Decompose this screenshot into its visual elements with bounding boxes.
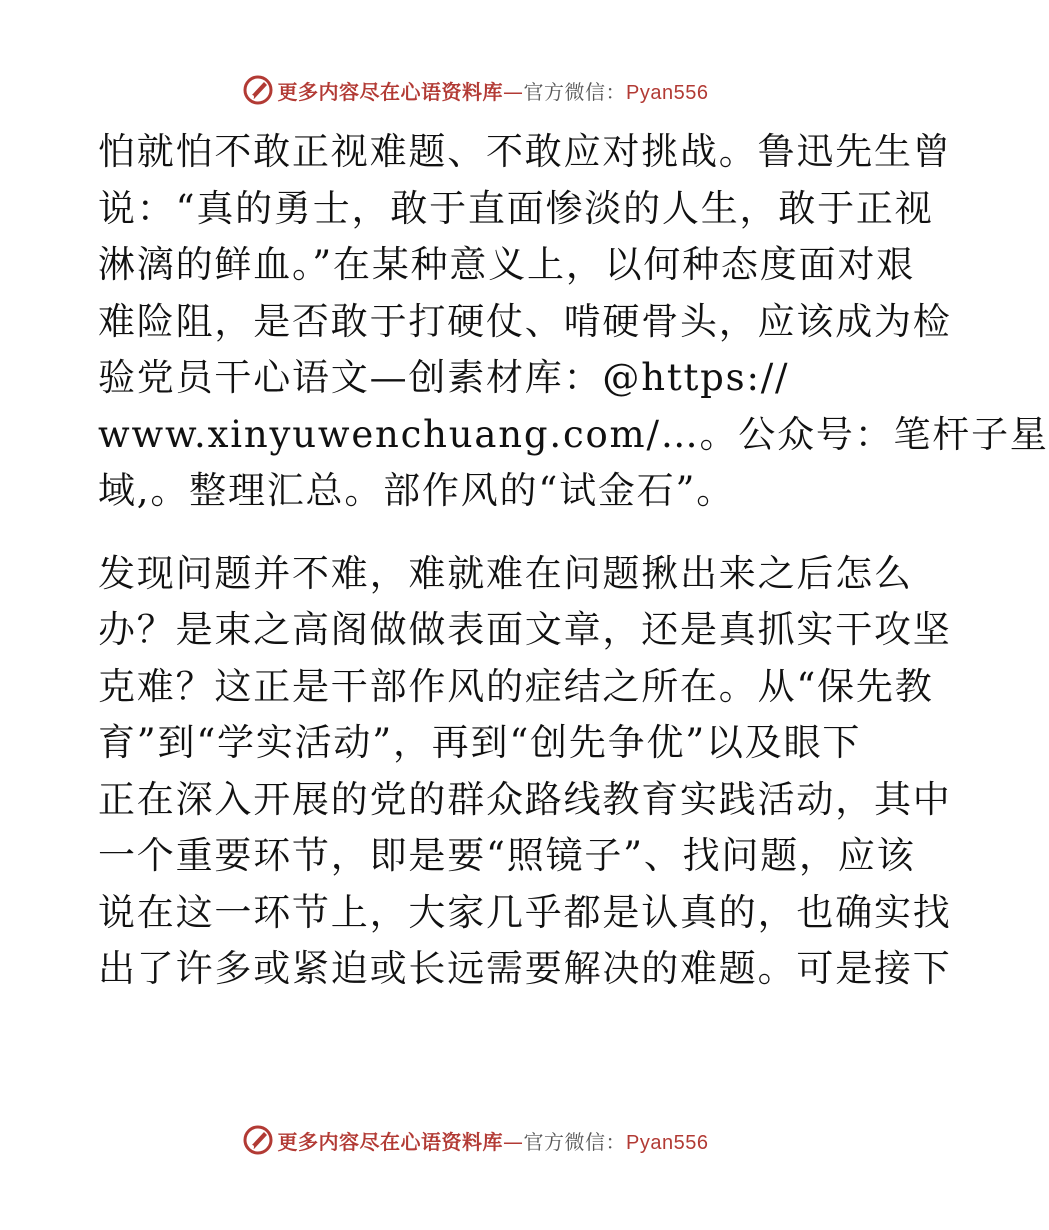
text-line: 出了许多或紧迫或长远需要解决的难题。可是接下 (98, 947, 952, 990)
footer-dash: — (503, 1129, 524, 1154)
text-line: 育”到“学实活动”，再到“创先争优”以及眼下 (98, 721, 862, 764)
footer-account: Pyan556 (626, 1131, 709, 1154)
document-body (98, 124, 1049, 998)
text-line: 淋漓的鲜血。”在某种意义上，以何种态度面对艰 (98, 243, 916, 286)
footer-banner (0, 1120, 950, 1160)
paragraph-spacer (98, 520, 858, 546)
text-line: 说在这一环节上，大家几乎都是认真的，也确实找 (98, 890, 952, 934)
text-line: 一个重要环节，即是要“照镜子”、找问题，应该 (98, 834, 916, 877)
paragraph-2 (98, 546, 952, 998)
footer-label: 官方微信： (523, 1129, 627, 1154)
text-line: 发现问题并不难，难就难在问题揪出来之后怎么 (98, 551, 913, 595)
text-line: www.xinyuwenchuang.com/…。公众号：笔杆子星 (98, 412, 1049, 456)
header-dash: — (503, 79, 524, 104)
text-line: 验党员干心语文—创素材库：@https:// (98, 356, 790, 399)
brand-logo-icon (242, 1124, 274, 1156)
brand-logo-icon (242, 74, 274, 106)
text-line: 难险阻，是否敢于打硬仗、啃硬骨头，应该成为检 (98, 299, 952, 343)
text-line: 怕就怕不敢正视难题、不敢应对挑战。鲁迅先生曾 (98, 130, 952, 173)
footer-text (278, 1126, 709, 1155)
paragraph-1 (98, 124, 1049, 520)
text-line: 克难？这正是干部作风的症结之所在。从“保先教 (98, 664, 934, 708)
text-line: 正在深入开展的党的群众路线教育实践活动，其中 (98, 777, 952, 821)
header-brand: 更多内容尽在心语资料库 (277, 79, 504, 104)
footer-brand: 更多内容尽在心语资料库 (277, 1129, 504, 1154)
header-banner (0, 70, 950, 110)
header-label: 官方微信： (523, 79, 627, 104)
header-text (278, 76, 709, 105)
text-line: 域,。整理汇总。部作风的“试金石”。 (98, 469, 735, 512)
text-line: 说：“真的勇士，敢于直面惨淡的人生，敢于正视 (98, 186, 934, 230)
text-line: 办？是束之高阁做做表面文章，还是真抓实干攻坚 (98, 608, 952, 651)
header-account: Pyan556 (626, 81, 709, 104)
